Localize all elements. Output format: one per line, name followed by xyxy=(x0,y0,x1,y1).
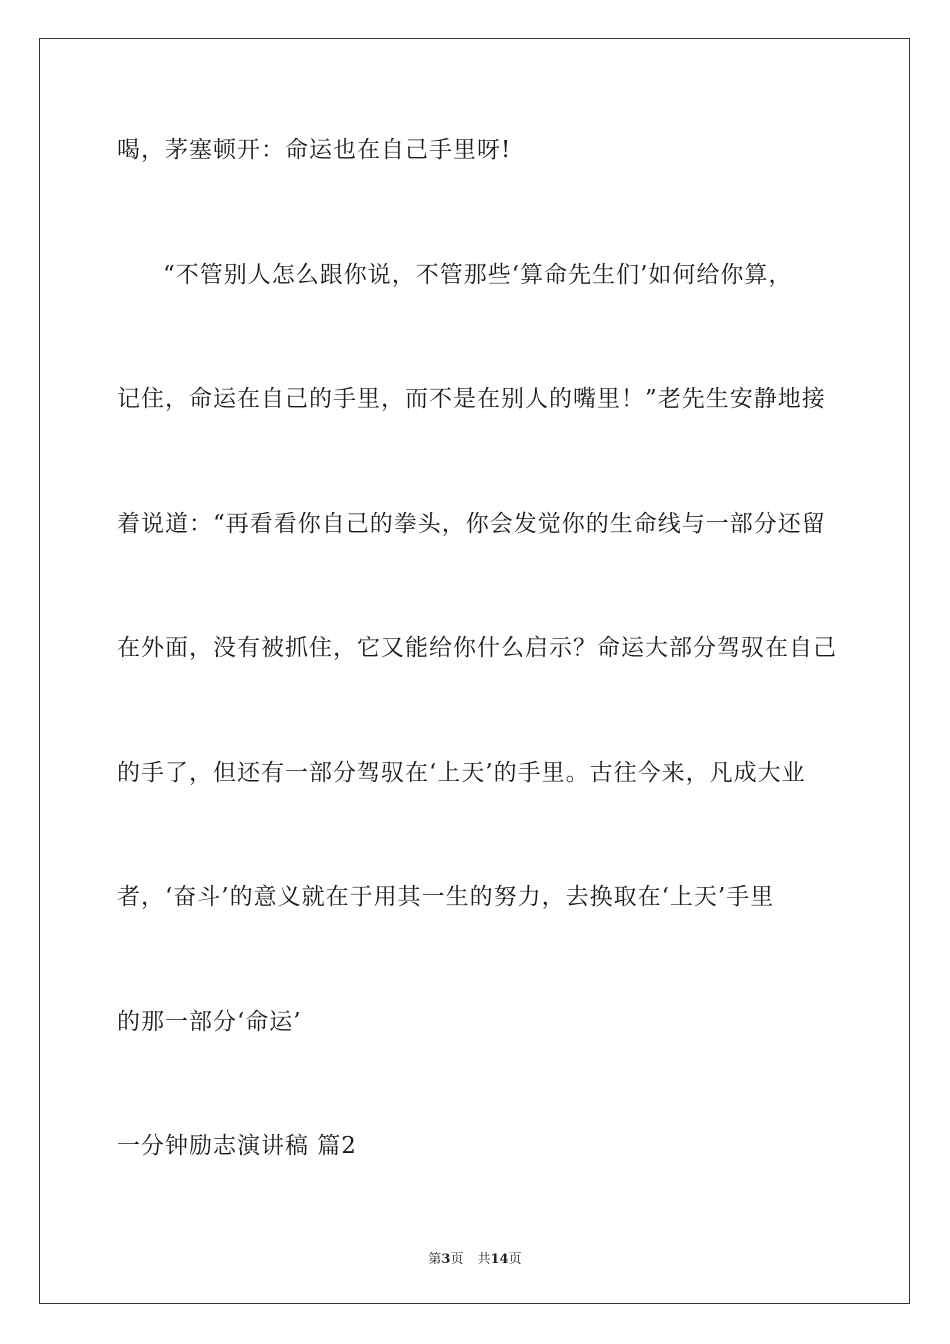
section-heading: 一分钟励志演讲稿 篇2 xyxy=(117,1133,357,1159)
total-suffix: 页 xyxy=(508,1252,522,1267)
paragraph-line: 者，‘奋斗’的意义就在于用其一生的努力，去换取在‘上天’手里 xyxy=(117,884,775,910)
page-suffix: 页 xyxy=(450,1252,464,1267)
paragraph-line: 的手了，但还有一部分驾驭在‘上天’的手里。古往今来，凡成大业 xyxy=(117,760,806,786)
page-border xyxy=(39,38,910,1304)
page-number: 3 xyxy=(441,1252,451,1267)
paragraph-line: 着说道：“再看看你自己的拳头，你会发觉你的生命线与一部分还留 xyxy=(117,511,826,537)
page-footer xyxy=(0,1248,950,1267)
page-prefix: 第 xyxy=(428,1252,442,1267)
paragraph-line: 在外面，没有被抓住，它又能给你什么启示？命运大部分驾驭在自己 xyxy=(117,635,837,661)
paragraph-line: 的那一部分‘命运’ xyxy=(117,1009,302,1035)
total-prefix: 共 xyxy=(477,1252,491,1267)
paragraph-line: “不管别人怎么跟你说，不管那些‘算命先生们’如何给你算， xyxy=(163,262,793,288)
paragraph-line: 记住，命运在自己的手里，而不是在别人的嘴里！”老先生安静地接 xyxy=(117,386,826,412)
total-pages: 14 xyxy=(490,1252,509,1267)
paragraph-line: 喝，茅塞顿开：命运也在自己手里呀! xyxy=(117,137,512,163)
